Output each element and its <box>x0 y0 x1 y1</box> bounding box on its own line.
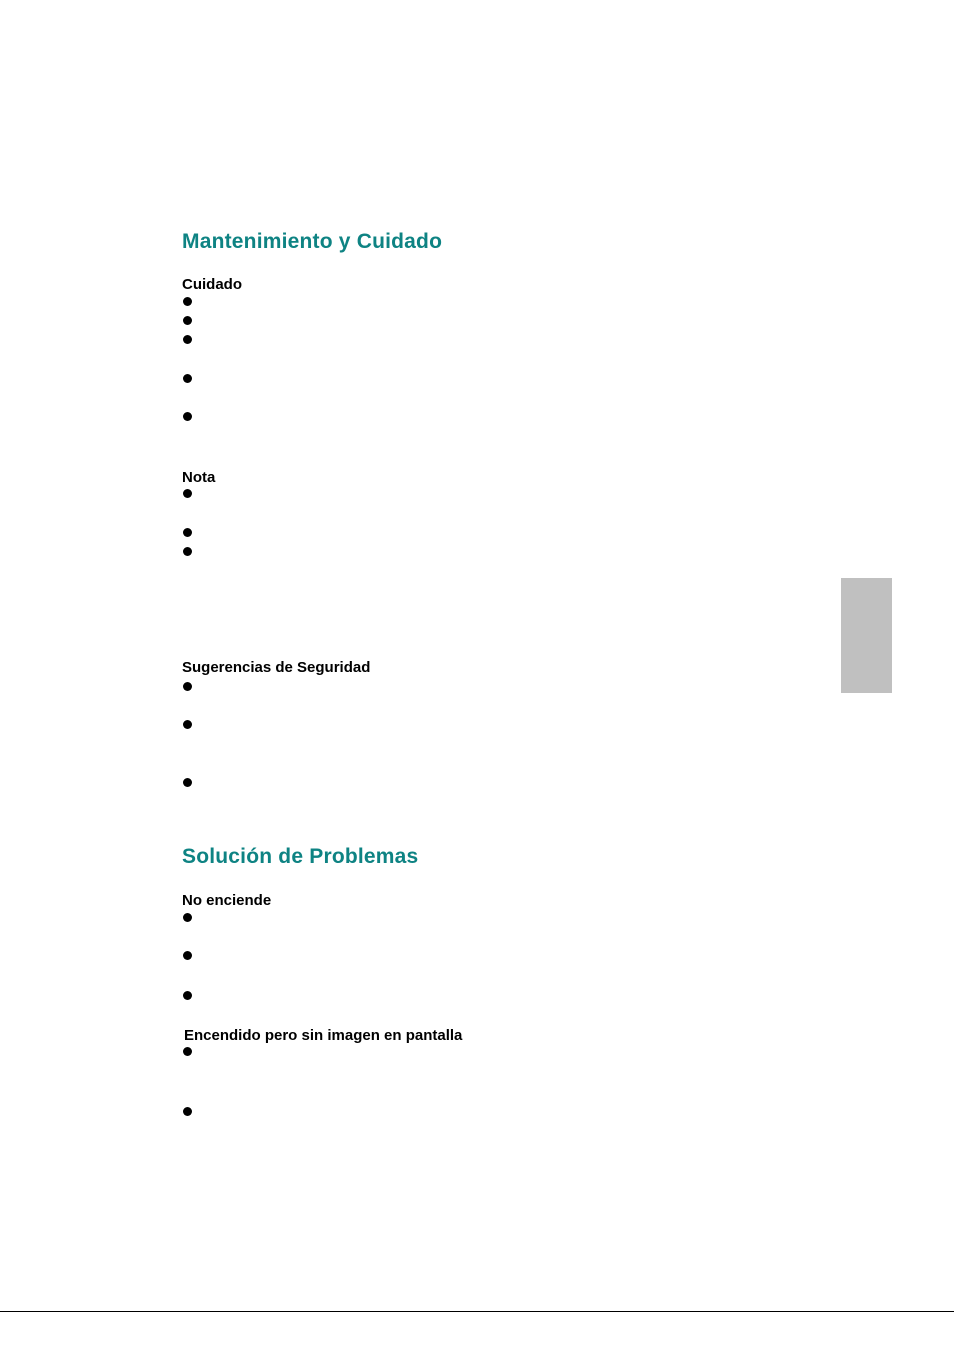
section-title-troubleshooting: Solución de Problemas <box>182 845 419 868</box>
list-bullet <box>183 374 192 383</box>
list-bullet <box>183 1107 192 1116</box>
list-bullet <box>183 720 192 729</box>
list-bullet <box>183 528 192 537</box>
list-bullet <box>183 335 192 344</box>
list-bullet <box>183 1047 192 1056</box>
list-bullet <box>183 951 192 960</box>
list-bullet <box>183 913 192 922</box>
section-title-maintenance: Mantenimiento y Cuidado <box>182 230 443 253</box>
subsection-heading-no-power: No enciende <box>182 892 272 909</box>
list-bullet <box>183 547 192 556</box>
subsection-heading-no-image: Encendido pero sin imagen en pantalla <box>184 1027 463 1044</box>
subsection-heading-note: Nota <box>182 469 216 486</box>
list-bullet <box>183 778 192 787</box>
list-bullet <box>183 991 192 1000</box>
list-bullet <box>183 412 192 421</box>
subsection-heading-care: Cuidado <box>182 276 242 293</box>
subsection-heading-safety: Sugerencias de Seguridad <box>182 659 371 676</box>
list-bullet <box>183 682 192 691</box>
language-side-tab <box>841 578 892 693</box>
footer-divider <box>0 1311 954 1312</box>
list-bullet <box>183 489 192 498</box>
list-bullet <box>183 316 192 325</box>
list-bullet <box>183 297 192 306</box>
